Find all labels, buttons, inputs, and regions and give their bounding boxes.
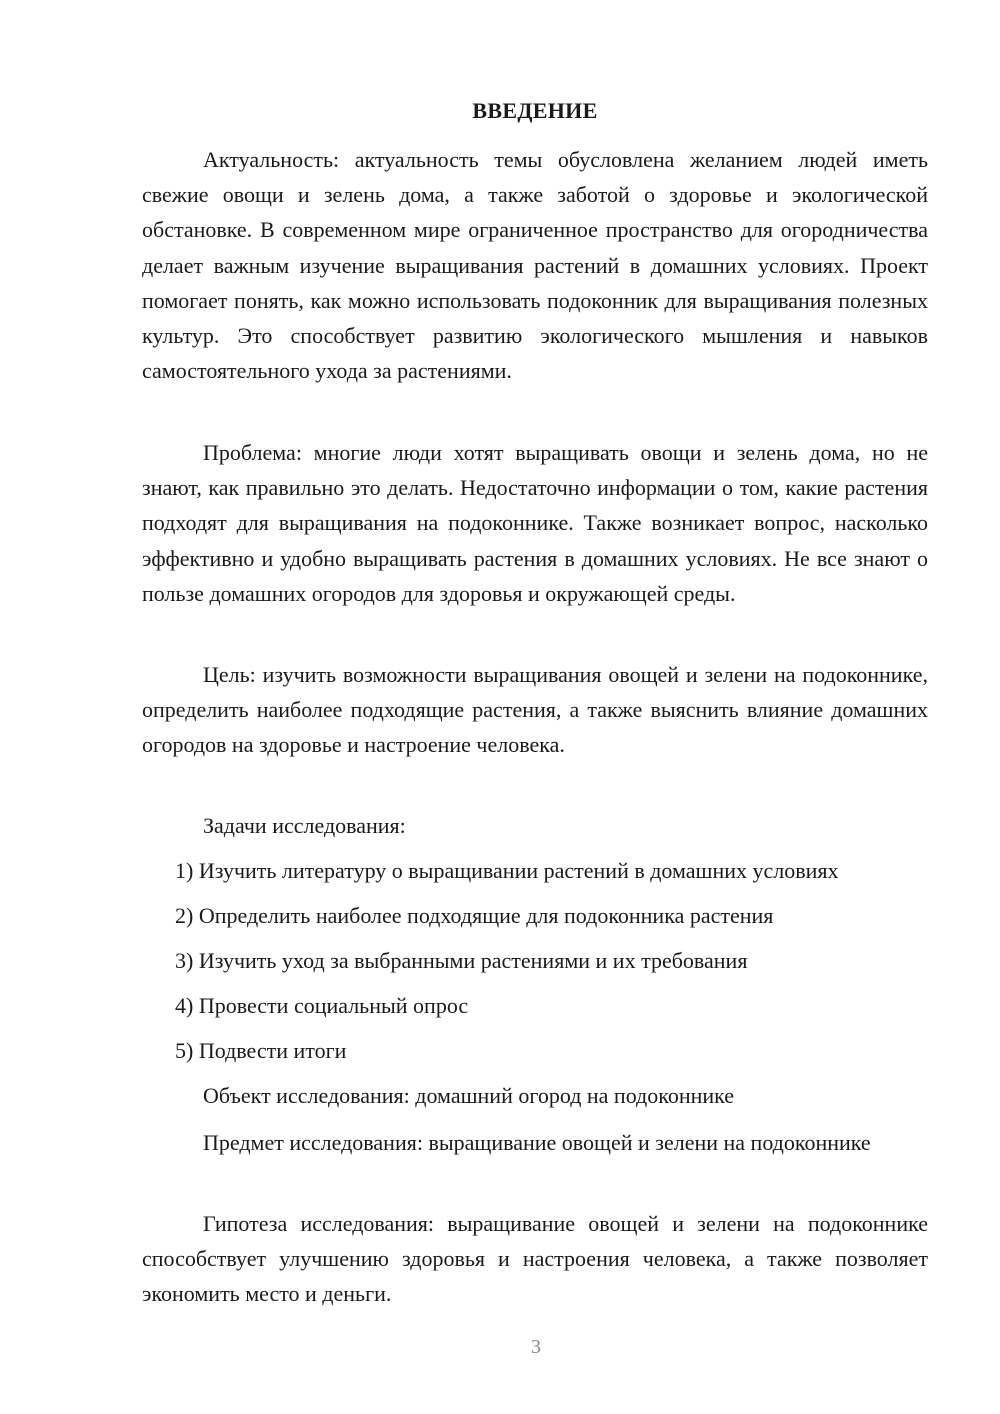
- problem-paragraph: Проблема: многие люди хотят выращивать овощи и зелень дома, но не знают, как правильно это делать. Недостаточно информации о том, какие растения подходят для выращивания на подоконнике. Также возникает вопрос, насколько эффективно и удобно выращивать растения в домашних условиях. Не все знают о пользе домашних огородов для здоровья и окружающей среды.: [142, 440, 928, 606]
- tasks-heading: Задачи исследования:: [203, 813, 406, 838]
- goal-paragraph: Цель: изучить возможности выращивания овощей и зелени на подоконнике, определить наиболее подходящие растения, а также выяснить влияние домашних огородов на здоровье и настроение человека.: [142, 662, 928, 758]
- task-item-3: 3) Изучить уход за выбранными растениями и их требования: [175, 948, 748, 973]
- task-item-2: 2) Определить наиболее подходящие для подоконника растения: [175, 903, 774, 928]
- section-heading: ВВЕДЕНИЕ: [472, 98, 598, 123]
- research-subject-paragraph: Предмет исследования: выращивание овощей и зелени на подоконнике: [203, 1130, 871, 1155]
- page-number: 3: [531, 1336, 541, 1358]
- relevance-paragraph: Актуальность: актуальность темы обусловлена желанием людей иметь свежие овощи и зелень дома, а также заботой о здоровье и экологической обстановке. В современном мире ограниченное пространство для огородничества делает важным изучение выращивания растений в домашних условиях. Проект помогает понять, как можно использовать подоконник для выращивания полезных культур. Это способствует развитию экологического мышления и навыков самостоятельного ухода за растениями.: [142, 147, 928, 384]
- hypothesis-paragraph: Гипотеза исследования: выращивание овощей и зелени на подоконнике способствует улучшению здоровья и настроения человека, а также позволяет экономить место и деньги.: [142, 1211, 928, 1307]
- task-item-5: 5) Подвести итоги: [175, 1038, 347, 1063]
- research-object: Объект исследования: домашний огород на подоконнике: [203, 1083, 735, 1108]
- task-item-1: 1) Изучить литературу о выращивании растений в домашних условиях: [175, 858, 839, 883]
- task-item-4: 4) Провести социальный опрос: [175, 993, 469, 1018]
